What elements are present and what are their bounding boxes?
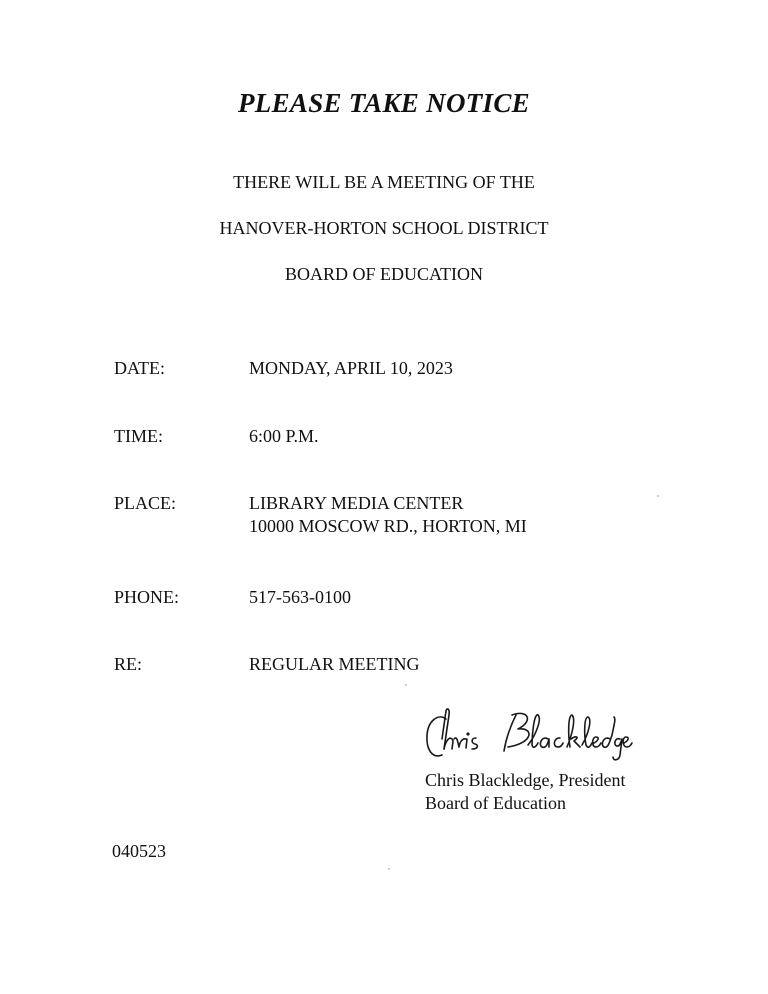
notice-title: PLEASE TAKE NOTICE <box>238 88 530 118</box>
document-code: 040523 <box>112 841 166 861</box>
handwritten-signature <box>424 705 634 767</box>
signer-organization: Board of Education <box>425 793 566 813</box>
intro-line-3: BOARD OF EDUCATION <box>284 264 483 284</box>
place-value-line-1: LIBRARY MEDIA CENTER <box>249 493 464 513</box>
signer-name-title: Chris Blackledge, President <box>425 770 626 790</box>
phone-label: PHONE: <box>114 587 180 607</box>
time-label: TIME: <box>114 426 163 446</box>
re-value: REGULAR MEETING <box>249 654 420 674</box>
phone-value: 517-563-0100 <box>249 587 351 607</box>
time-value: 6:00 P.M. <box>249 426 319 446</box>
place-value-line-2: 10000 MOSCOW RD., HORTON, MI <box>249 516 527 536</box>
scan-speck <box>388 868 390 870</box>
date-value: MONDAY, APRIL 10, 2023 <box>249 358 453 378</box>
date-label: DATE: <box>114 358 165 378</box>
place-label: PLACE: <box>114 493 177 513</box>
re-label: RE: <box>114 654 143 674</box>
scan-speck <box>405 684 407 686</box>
intro-line-1: THERE WILL BE A MEETING OF THE <box>233 172 535 192</box>
intro-line-2: HANOVER-HORTON SCHOOL DISTRICT <box>219 218 549 238</box>
scan-speck <box>657 495 659 497</box>
